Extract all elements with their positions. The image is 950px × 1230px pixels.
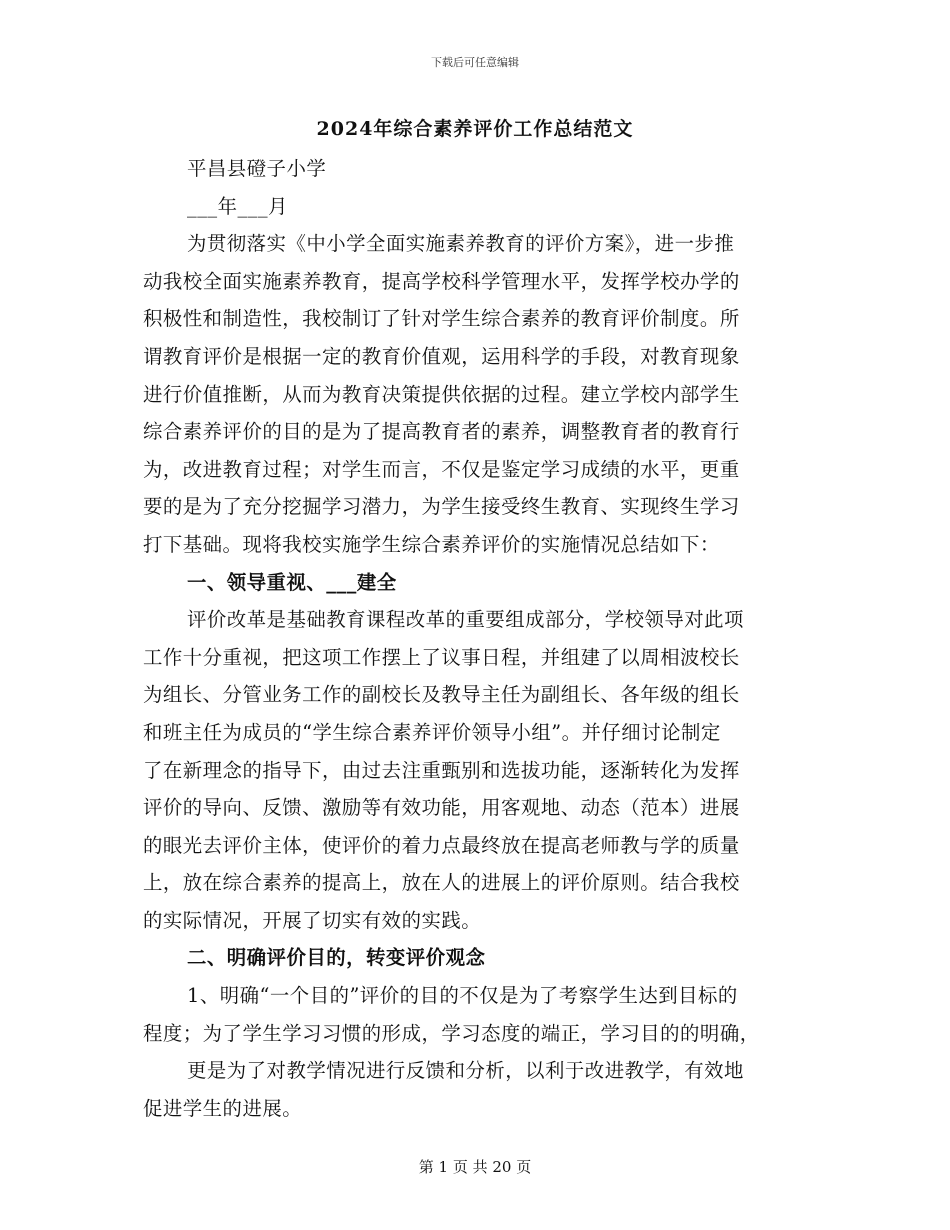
header-note: 下载后可任意编辑 [431,56,519,69]
body-text-line: 为组长、分管业务工作的副校长及教导主任为副组长、各年级的组长 [143,683,740,707]
body-text-line: 综合素养评价的目的是为了提高教育者的素养，调整教育者的教育行 [143,420,740,444]
body-text-line: 谓教育评价是根据一定的教育价值观，运用科学的手段，对教育现象 [143,344,740,368]
body-text-line: 的眼光去评价主体，使评价的着力点最终放在提高老师教与学的质量 [143,833,740,857]
body-text-line: 程度；为了学生学习习惯的形成，学习态度的端正，学习目的的明确， [143,1021,760,1045]
body-text-line: 打下基础。现将我校实施学生综合素养评价的实施情况总结如下： [143,532,720,556]
body-text-line: 为，改进教育过程；对学生而言，不仅是鉴定学习成绩的水平，更重 [143,457,740,481]
body-text-line: 1、明确“一个目的”评价的目的不仅是为了考察学生达到目标的 [187,984,738,1008]
body-text-line: 更是为了对教学情况进行反馈和分析，以利于改进教学，有效地 [187,1059,744,1083]
body-text-line: 的实际情况，开展了切实有效的实践。 [143,908,482,932]
body-text-line: 评价的导向、反馈、激励等有效功能，用客观地、动态（范本）进展 [143,796,740,820]
section-heading: 一、领导重视、___建全 [187,570,397,594]
document-title: 2024年综合素养评价工作总结范文 [316,118,634,140]
body-text-line: 要的是为了充分挖掘学习潜力，为学生接受终生教育、实现终生学习 [143,495,740,519]
section-heading: 二、明确评价目的，转变评价观念 [187,946,486,970]
body-text-line: 为贯彻落实《中小学全面实施素养教育的评价方案》，进一步推 [187,232,735,256]
body-text-line: 了在新理念的指导下，由过去注重甄别和选拔功能，逐渐转化为发挥 [143,758,740,782]
body-text-line: 和班主任为成员的“学生综合素养评价领导小组”。并仔细讨论制定 [143,720,721,744]
body-text-line: 工作十分重视，把这项工作摆上了议事日程，并组建了以周相波校长 [143,645,740,669]
body-text-line: 积极性和制造性，我校制订了针对学生综合素养的教育评价制度。所 [143,307,740,331]
page-footer: 第 1 页 共 20 页 [418,1158,532,1176]
body-text-line: 平昌县磴子小学 [187,157,327,180]
body-text-line: 上，放在综合素养的提高上，放在人的进展上的评价原则。结合我校 [143,871,740,895]
body-text-line: 促进学生的进展。 [143,1096,303,1120]
body-text-line: 进行价值推断，从而为教育决策提供依据的过程。建立学校内部学生 [143,382,740,406]
body-text-line: 评价改革是基础教育课程改革的重要组成部分，学校领导对此项 [187,608,744,632]
body-text-line: 动我校全面实施素养教育，提高学校科学管理水平，发挥学校办学的 [143,269,740,293]
body-text-line: ___年___月 [187,194,288,218]
document-body [143,150,805,1127]
